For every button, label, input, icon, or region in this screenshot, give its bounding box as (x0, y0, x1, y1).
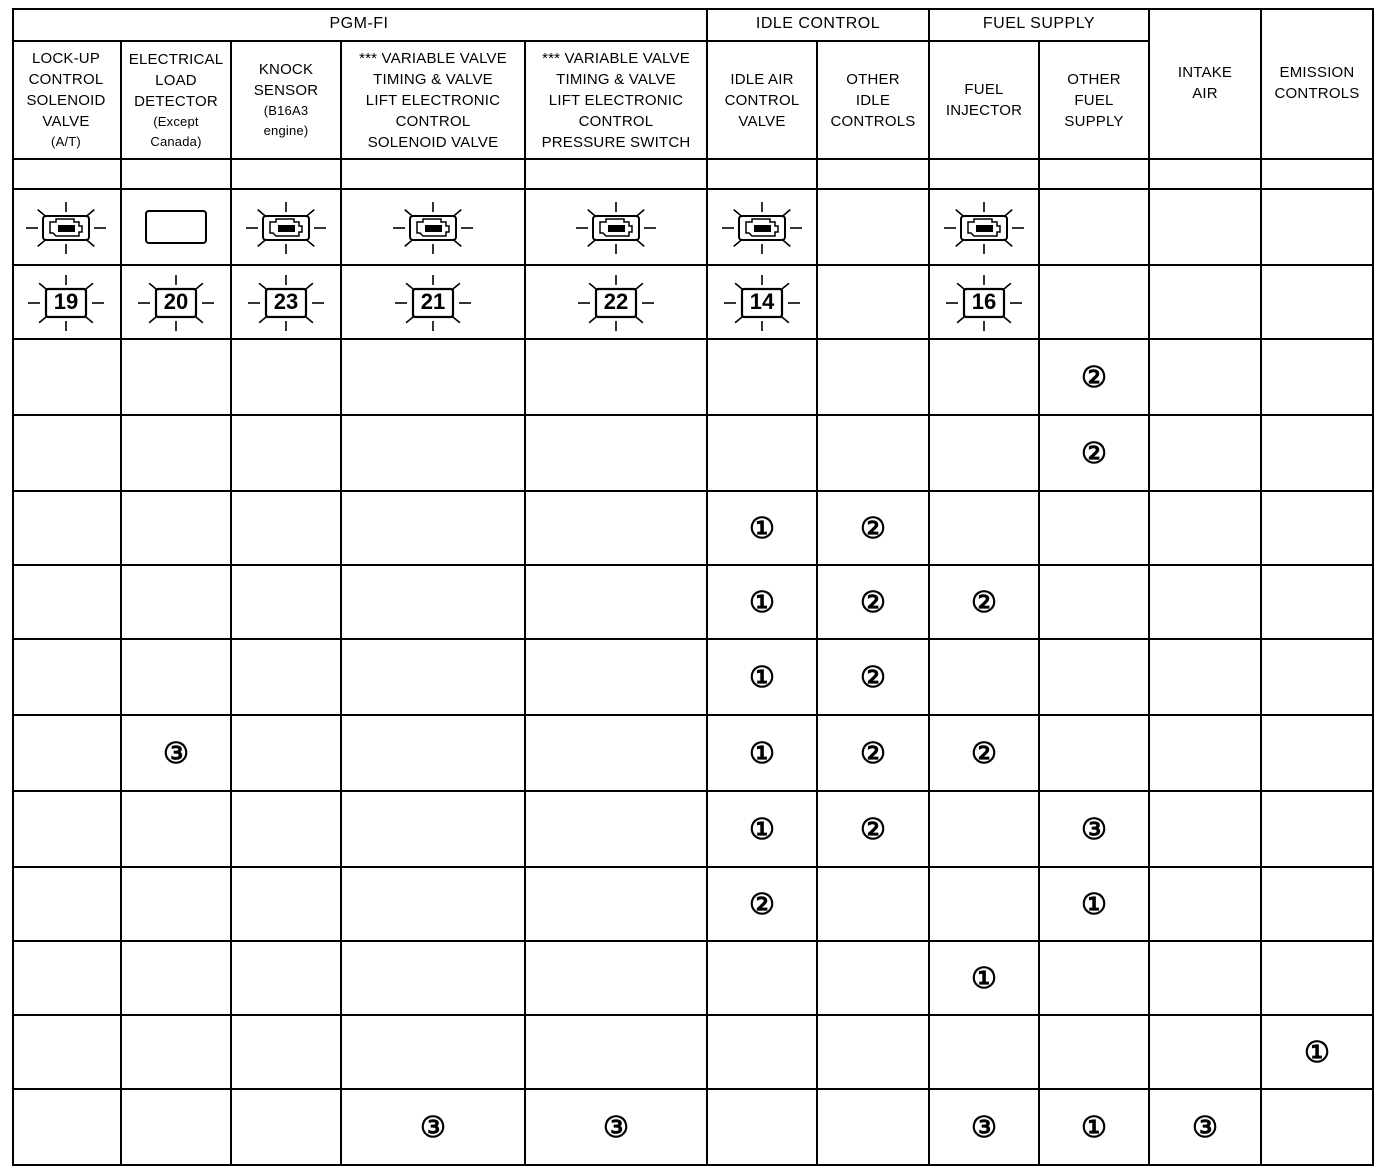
symptom-cell (526, 416, 708, 492)
code-cell (526, 266, 708, 340)
column-header-line: OTHER (846, 70, 900, 88)
column-header-line: IDLE AIR (730, 70, 794, 88)
symptom-cell (818, 566, 930, 640)
indicator-cell (122, 190, 232, 266)
symptom-cell (12, 942, 122, 1016)
symptom-cell (232, 868, 342, 942)
priority-marker: ① (1081, 1109, 1107, 1144)
column-header-text (26, 48, 105, 152)
column-header-line: VALVE (42, 113, 90, 130)
code-number: 19 (53, 289, 79, 314)
symptom-cell (1150, 868, 1262, 942)
code-cell (1040, 266, 1150, 340)
priority-marker: ① (1081, 886, 1107, 921)
spacer-cell (232, 160, 342, 190)
symptom-cell (1262, 792, 1374, 868)
column-header-line: CONTROL (578, 112, 654, 130)
blink-code-indicator (383, 271, 483, 333)
column-header (930, 42, 1040, 160)
symptom-cell (342, 1016, 526, 1090)
indicator-cell (232, 190, 342, 266)
code-cell (12, 266, 122, 340)
column-header (122, 42, 232, 160)
symptom-cell (342, 1090, 526, 1166)
symptom-cell (818, 716, 930, 792)
symptom-cell (12, 566, 122, 640)
code-cell (930, 266, 1040, 340)
priority-marker: ③ (420, 1109, 446, 1144)
symptom-cell (122, 416, 232, 492)
indicator-cell (818, 190, 930, 266)
symptom-cell (526, 566, 708, 640)
column-header-text (725, 69, 800, 132)
column-header-line: CONTROLS (1274, 85, 1360, 102)
priority-marker: ③ (1192, 1109, 1218, 1144)
symptom-cell (232, 942, 342, 1016)
symptom-cell (1040, 340, 1150, 416)
symptom-cell (526, 492, 708, 566)
symptom-cell (12, 868, 122, 942)
column-header-line: LOAD (155, 71, 197, 89)
blink-code-indicator (934, 271, 1034, 333)
symptom-cell (12, 340, 122, 416)
column-header-note: Canada) (150, 133, 202, 149)
check-engine-blinking-icon (712, 196, 812, 258)
spacer-cell (122, 160, 232, 190)
symptom-cell (708, 942, 818, 1016)
priority-marker: ① (749, 659, 775, 694)
symptom-cell (930, 942, 1040, 1016)
symptom-cell (1040, 566, 1150, 640)
group-header: IDLE CONTROL (708, 8, 930, 42)
symptom-cell (12, 1016, 122, 1090)
code-cell (708, 266, 818, 340)
column-header-line: LIFT ELECTRONIC (365, 91, 501, 109)
column-header-line: TIMING & VALVE (556, 70, 676, 88)
column-header-text (359, 48, 507, 153)
symptom-cell (526, 868, 708, 942)
column-header-line: CONTROL (395, 112, 471, 130)
symptom-cell (1150, 1016, 1262, 1090)
symptom-cell (232, 640, 342, 716)
column-header-text (1275, 62, 1360, 104)
symptom-cell (1262, 942, 1374, 1016)
spacer-cell (930, 160, 1040, 190)
symptom-cell (708, 1016, 818, 1090)
symptom-cell (342, 868, 526, 942)
column-header (1040, 42, 1150, 160)
priority-marker: ② (860, 510, 886, 545)
indicator-cell (1040, 190, 1150, 266)
symptom-cell (232, 1016, 342, 1090)
symptom-cell (12, 640, 122, 716)
symptom-cell (1262, 566, 1374, 640)
symptom-cell (930, 340, 1040, 416)
code-number: 23 (273, 289, 299, 314)
symptom-cell (708, 416, 818, 492)
code-number: 14 (749, 289, 775, 314)
symptom-cell (818, 1090, 930, 1166)
symptom-cell (122, 792, 232, 868)
symptom-cell (708, 792, 818, 868)
symptom-cell (708, 716, 818, 792)
symptom-cell (1150, 640, 1262, 716)
symptom-cell (708, 566, 818, 640)
symptom-cell (930, 566, 1040, 640)
column-header-note: (B16A3 (263, 103, 309, 118)
column-header-line: SUPPLY (1064, 112, 1124, 130)
symptom-cell (708, 640, 818, 716)
column-header-text (542, 48, 691, 153)
group-header: FUEL SUPPLY (930, 8, 1150, 42)
priority-marker: ③ (971, 1109, 997, 1144)
priority-marker: ② (971, 735, 997, 770)
symptom-cell (1040, 942, 1150, 1016)
column-header-line: INTAKE (1177, 64, 1233, 81)
symptom-cell (526, 1016, 708, 1090)
code-cell (232, 266, 342, 340)
blink-code-indicator (16, 271, 116, 333)
symptom-cell (1262, 492, 1374, 566)
spacer-cell (342, 160, 526, 190)
symptom-cell (708, 492, 818, 566)
symptom-cell (342, 416, 526, 492)
symptom-cell (1040, 868, 1150, 942)
symptom-cell (526, 792, 708, 868)
column-header-text (946, 79, 1022, 121)
blank-indicator-icon (126, 196, 226, 258)
symptom-cell (930, 416, 1040, 492)
symptom-cell (122, 716, 232, 792)
symptom-cell (1262, 1090, 1374, 1166)
symptom-cell (1150, 1090, 1262, 1166)
symptom-cell (1150, 416, 1262, 492)
code-cell (342, 266, 526, 340)
check-engine-blinking-icon (383, 196, 483, 258)
symptom-cell (342, 716, 526, 792)
symptom-cell (708, 1090, 818, 1166)
symptom-cell (818, 340, 930, 416)
symptom-cell (930, 1090, 1040, 1166)
symptom-cell (1150, 792, 1262, 868)
blink-code-indicator (126, 271, 226, 333)
spacer-cell (12, 160, 122, 190)
symptom-cell (122, 942, 232, 1016)
indicator-cell (526, 190, 708, 266)
priority-marker: ② (1081, 435, 1107, 470)
symptom-cell (12, 492, 122, 566)
column-header-line: *** VARIABLE VALVE (542, 49, 690, 67)
column-header (1262, 8, 1374, 160)
symptom-cell (526, 716, 708, 792)
column-header-text (831, 69, 916, 132)
column-header-line: IDLE (855, 91, 891, 109)
symptom-cell (232, 716, 342, 792)
spacer-cell (526, 160, 708, 190)
column-header-line: LOCK-UP (31, 50, 101, 67)
indicator-cell (1150, 190, 1262, 266)
column-header-line: FUEL (964, 81, 1004, 98)
column-header-line: KNOCK (258, 61, 314, 78)
priority-marker: ① (749, 584, 775, 619)
column-header-line: SOLENOID VALVE (367, 133, 499, 151)
symptom-cell (1150, 942, 1262, 1016)
priority-marker: ② (860, 659, 886, 694)
indicator-cell (342, 190, 526, 266)
column-header-line: DETECTOR (134, 92, 218, 110)
check-engine-blinking-icon (16, 196, 116, 258)
symptom-cell (1040, 1090, 1150, 1166)
code-cell (818, 266, 930, 340)
symptom-cell (342, 640, 526, 716)
symptom-cell (930, 492, 1040, 566)
column-header-line: FUEL (1074, 91, 1114, 109)
column-header-line: ELECTRICAL (128, 50, 224, 68)
column-header (526, 42, 708, 160)
code-number: 21 (420, 289, 446, 314)
column-header (12, 42, 122, 160)
spacer-cell (1150, 160, 1262, 190)
symptom-cell (342, 340, 526, 416)
symptom-cell (708, 868, 818, 942)
symptom-cell (122, 640, 232, 716)
column-header (708, 42, 818, 160)
blink-code-indicator (712, 271, 812, 333)
check-engine-blinking-icon (236, 196, 336, 258)
column-header-line: CONTROL (28, 71, 104, 88)
symptom-cell (1262, 640, 1374, 716)
symptom-cell (1040, 640, 1150, 716)
symptom-cell (122, 566, 232, 640)
symptom-cell (1040, 1016, 1150, 1090)
symptom-cell (1150, 492, 1262, 566)
symptom-cell (930, 868, 1040, 942)
check-engine-blinking-icon (566, 196, 666, 258)
column-header-note: (Except (153, 113, 199, 129)
symptom-cell (122, 340, 232, 416)
code-cell (1150, 266, 1262, 340)
priority-marker: ② (1081, 359, 1107, 394)
symptom-cell (818, 942, 930, 1016)
symptom-cell (818, 868, 930, 942)
symptom-cell (526, 340, 708, 416)
code-number: 16 (971, 289, 997, 314)
priority-marker: ② (860, 735, 886, 770)
column-header-line: PRESSURE SWITCH (541, 133, 691, 151)
symptom-cell (818, 492, 930, 566)
symptom-cell (708, 340, 818, 416)
priority-marker: ① (749, 735, 775, 770)
symptom-cell (1040, 792, 1150, 868)
symptom-cell (342, 566, 526, 640)
symptom-cell (232, 566, 342, 640)
symptom-cell (1262, 868, 1374, 942)
priority-marker: ③ (1081, 811, 1107, 846)
symptom-cell (122, 1016, 232, 1090)
symptom-cell (930, 716, 1040, 792)
priority-marker: ② (749, 886, 775, 921)
symptom-cell (1262, 1016, 1374, 1090)
group-header: PGM-FI (12, 8, 708, 42)
column-header-line: *** VARIABLE VALVE (359, 49, 507, 67)
symptom-cell (1040, 492, 1150, 566)
symptom-cell (526, 1090, 708, 1166)
column-header-line: EMISSION (1279, 64, 1355, 81)
symptom-cell (12, 792, 122, 868)
column-header (1150, 8, 1262, 160)
spacer-cell (1262, 160, 1374, 190)
blink-code-indicator (236, 271, 336, 333)
column-header (342, 42, 526, 160)
symptom-cell (12, 416, 122, 492)
priority-marker: ① (1304, 1034, 1330, 1069)
indicator-cell (708, 190, 818, 266)
symptom-cell (1262, 416, 1374, 492)
column-header-text (129, 49, 224, 152)
spacer-cell (708, 160, 818, 190)
indicator-cell (1262, 190, 1374, 266)
symptom-cell (930, 792, 1040, 868)
symptom-cell (818, 1016, 930, 1090)
blink-code-indicator (566, 271, 666, 333)
column-header-note: engine) (263, 123, 309, 138)
symptom-cell (818, 416, 930, 492)
code-cell (1262, 266, 1374, 340)
symptom-cell (12, 716, 122, 792)
spacer-cell (818, 160, 930, 190)
column-header-line: TIMING & VALVE (373, 70, 493, 88)
priority-marker: ① (749, 811, 775, 846)
symptom-cell (232, 792, 342, 868)
priority-marker: ③ (163, 735, 189, 770)
symptom-cell (1040, 416, 1150, 492)
code-cell (122, 266, 232, 340)
priority-marker: ② (860, 584, 886, 619)
symptom-cell (122, 492, 232, 566)
priority-marker: ① (971, 960, 997, 995)
column-header-text (1064, 69, 1123, 132)
symptom-cell (342, 942, 526, 1016)
symptom-cell (1040, 716, 1150, 792)
symptom-cell (122, 868, 232, 942)
column-header-note: (A/T) (51, 134, 81, 149)
priority-marker: ② (971, 584, 997, 619)
symptom-cell (232, 492, 342, 566)
code-number: 22 (603, 289, 629, 314)
column-header-line: AIR (1192, 85, 1218, 102)
symptom-cell (232, 340, 342, 416)
symptom-cell (1150, 340, 1262, 416)
column-header (232, 42, 342, 160)
symptom-cell (818, 792, 930, 868)
priority-marker: ③ (603, 1109, 629, 1144)
column-header-text (254, 59, 319, 141)
symptom-cell (342, 792, 526, 868)
code-number: 20 (163, 289, 189, 314)
priority-marker: ① (749, 510, 775, 545)
column-header-line: VALVE (738, 112, 786, 130)
symptom-cell (818, 640, 930, 716)
symptom-cell (1262, 716, 1374, 792)
column-header-line: OTHER (1067, 70, 1121, 88)
check-engine-blinking-icon (934, 196, 1034, 258)
symptom-cell (232, 1090, 342, 1166)
column-header-line: INJECTOR (945, 102, 1023, 119)
symptom-cell (1262, 340, 1374, 416)
symptom-cell (342, 492, 526, 566)
symptom-cell (1150, 566, 1262, 640)
indicator-cell (12, 190, 122, 266)
column-header-line: SOLENOID (26, 92, 106, 109)
spacer-cell (1040, 160, 1150, 190)
symptom-cell (122, 1090, 232, 1166)
column-header-text (1178, 62, 1232, 104)
column-header-line: CONTROLS (830, 112, 916, 130)
symptom-cell (526, 942, 708, 1016)
column-header-line: LIFT ELECTRONIC (548, 91, 684, 109)
column-header-line: CONTROL (724, 91, 800, 109)
symptom-cell (930, 1016, 1040, 1090)
column-header (818, 42, 930, 160)
priority-marker: ② (860, 811, 886, 846)
indicator-cell (930, 190, 1040, 266)
symptom-cell (526, 640, 708, 716)
symptom-cell (1150, 716, 1262, 792)
column-header-line: SENSOR (253, 82, 319, 99)
symptom-cell (12, 1090, 122, 1166)
symptom-cell (930, 640, 1040, 716)
symptom-cell (232, 416, 342, 492)
